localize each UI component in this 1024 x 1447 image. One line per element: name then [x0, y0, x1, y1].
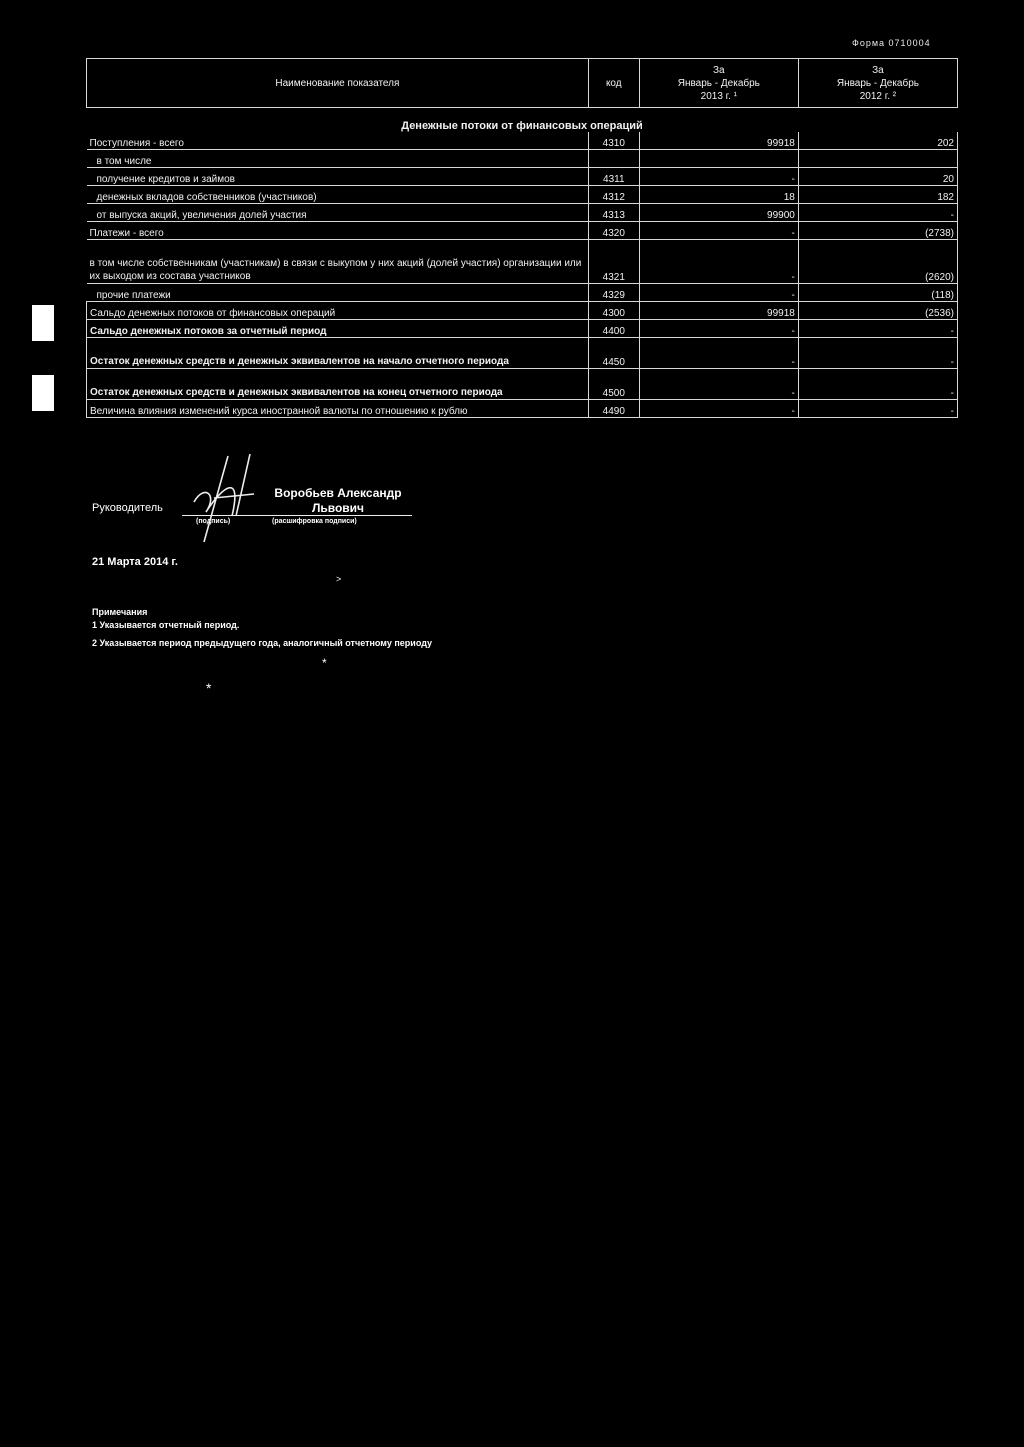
header-name: Наименование показателя [87, 59, 589, 108]
row-value-2013: - [639, 240, 798, 284]
row-code: 4450 [588, 338, 639, 369]
row-name: Сальдо денежных потоков за отчетный период [87, 320, 589, 338]
signature-caption: (подпись) [196, 518, 231, 525]
header-code: код [588, 59, 639, 108]
row-value-2012: 202 [798, 132, 957, 150]
row-code [588, 150, 639, 168]
signature-line [182, 515, 412, 516]
row-code: 4320 [588, 222, 639, 240]
row-value-2013: - [639, 369, 798, 400]
header-period-current: За Январь - Декабрь 2013 г. ¹ [639, 59, 798, 108]
row-name: Сальдо денежных потоков от финансовых операций [87, 302, 589, 320]
row-value-2013: - [639, 168, 798, 186]
row-code: 4300 [588, 302, 639, 320]
signature-date: 21 Марта 2014 г. [92, 556, 178, 568]
row-name: Остаток денежных средств и денежных эквивалентов на конец отчетного периода [87, 369, 589, 400]
table-row [87, 320, 958, 338]
table-row [87, 302, 958, 320]
row-value-2013 [639, 150, 798, 168]
row-value-2013: - [639, 222, 798, 240]
row-value-2012: - [798, 320, 957, 338]
row-value-2013: 18 [639, 186, 798, 204]
table-row [87, 369, 958, 400]
note-item: 1 Указывается отчетный период. [92, 620, 240, 630]
row-value-2012: - [798, 400, 957, 418]
row-name: Величина влияния изменений курса иностранной валюты по отношению к рублю [87, 400, 589, 418]
table-row [87, 240, 958, 284]
row-value-2012: 20 [798, 168, 957, 186]
table-row [87, 284, 958, 302]
row-name: от выпуска акций, увеличения долей участия [87, 204, 589, 222]
row-value-2012: (2738) [798, 222, 957, 240]
row-code: 4310 [588, 132, 639, 150]
row-code: 4311 [588, 168, 639, 186]
signature-decode-caption: (расшифровка подписи) [272, 518, 357, 525]
row-value-2013: 99918 [639, 302, 798, 320]
row-code: 4329 [588, 284, 639, 302]
row-value-2012: 182 [798, 186, 957, 204]
row-name: денежных вкладов собственников (участников) [87, 186, 589, 204]
table-row [87, 338, 958, 369]
star-mark: * [206, 680, 212, 696]
row-code: 4400 [588, 320, 639, 338]
row-name: получение кредитов и займов [87, 168, 589, 186]
table-row [87, 132, 958, 150]
row-value-2012: - [798, 338, 957, 369]
notes-title: Примечания [92, 607, 148, 617]
row-name: в том числе [87, 150, 589, 168]
row-name: Платежи - всего [87, 222, 589, 240]
table-row [87, 204, 958, 222]
row-code: 4490 [588, 400, 639, 418]
director-label: Руководитель [92, 502, 163, 514]
row-value-2013: - [639, 284, 798, 302]
header-period-previous: За Январь - Декабрь 2012 г. ² [798, 59, 957, 108]
row-value-2012: - [798, 204, 957, 222]
row-name: Остаток денежных средств и денежных эквивалентов на начало отчетного периода [87, 338, 589, 369]
margin-marker [32, 305, 54, 341]
row-value-2013: - [639, 338, 798, 369]
table-row [87, 222, 958, 240]
director-name: Воробьев Александр Львович [274, 486, 402, 515]
margin-marker [32, 375, 54, 411]
table-row [87, 168, 958, 186]
note-item: 2 Указывается период предыдущего года, аналогичный отчетному периоду [92, 638, 433, 648]
row-value-2012 [798, 150, 957, 168]
star-mark: * [322, 656, 327, 670]
row-code: 4312 [588, 186, 639, 204]
table-row [87, 150, 958, 168]
row-value-2012: (118) [798, 284, 957, 302]
row-name: в том числе собственникам (участникам) в связи с выкупом у них акций (долей участия) организации или их выходом из состава участников [87, 240, 589, 284]
row-value-2012: - [798, 369, 957, 400]
row-value-2012: (2620) [798, 240, 957, 284]
table-row [87, 400, 958, 418]
table-row [87, 186, 958, 204]
row-code: 4500 [588, 369, 639, 400]
form-code: Форма 0710004 [852, 38, 931, 48]
row-value-2013: - [639, 320, 798, 338]
row-value-2013: 99918 [639, 132, 798, 150]
row-code: 4321 [588, 240, 639, 284]
row-value-2012: (2536) [798, 302, 957, 320]
section-title: Денежные потоки от финансовых операций [401, 120, 643, 132]
row-value-2013: 99900 [639, 204, 798, 222]
row-value-2013: - [639, 400, 798, 418]
tick-mark: > [336, 574, 342, 584]
row-name: прочие платежи [87, 284, 589, 302]
row-name: Поступления - всего [87, 132, 589, 150]
row-code: 4313 [588, 204, 639, 222]
cash-flow-table [86, 58, 958, 418]
